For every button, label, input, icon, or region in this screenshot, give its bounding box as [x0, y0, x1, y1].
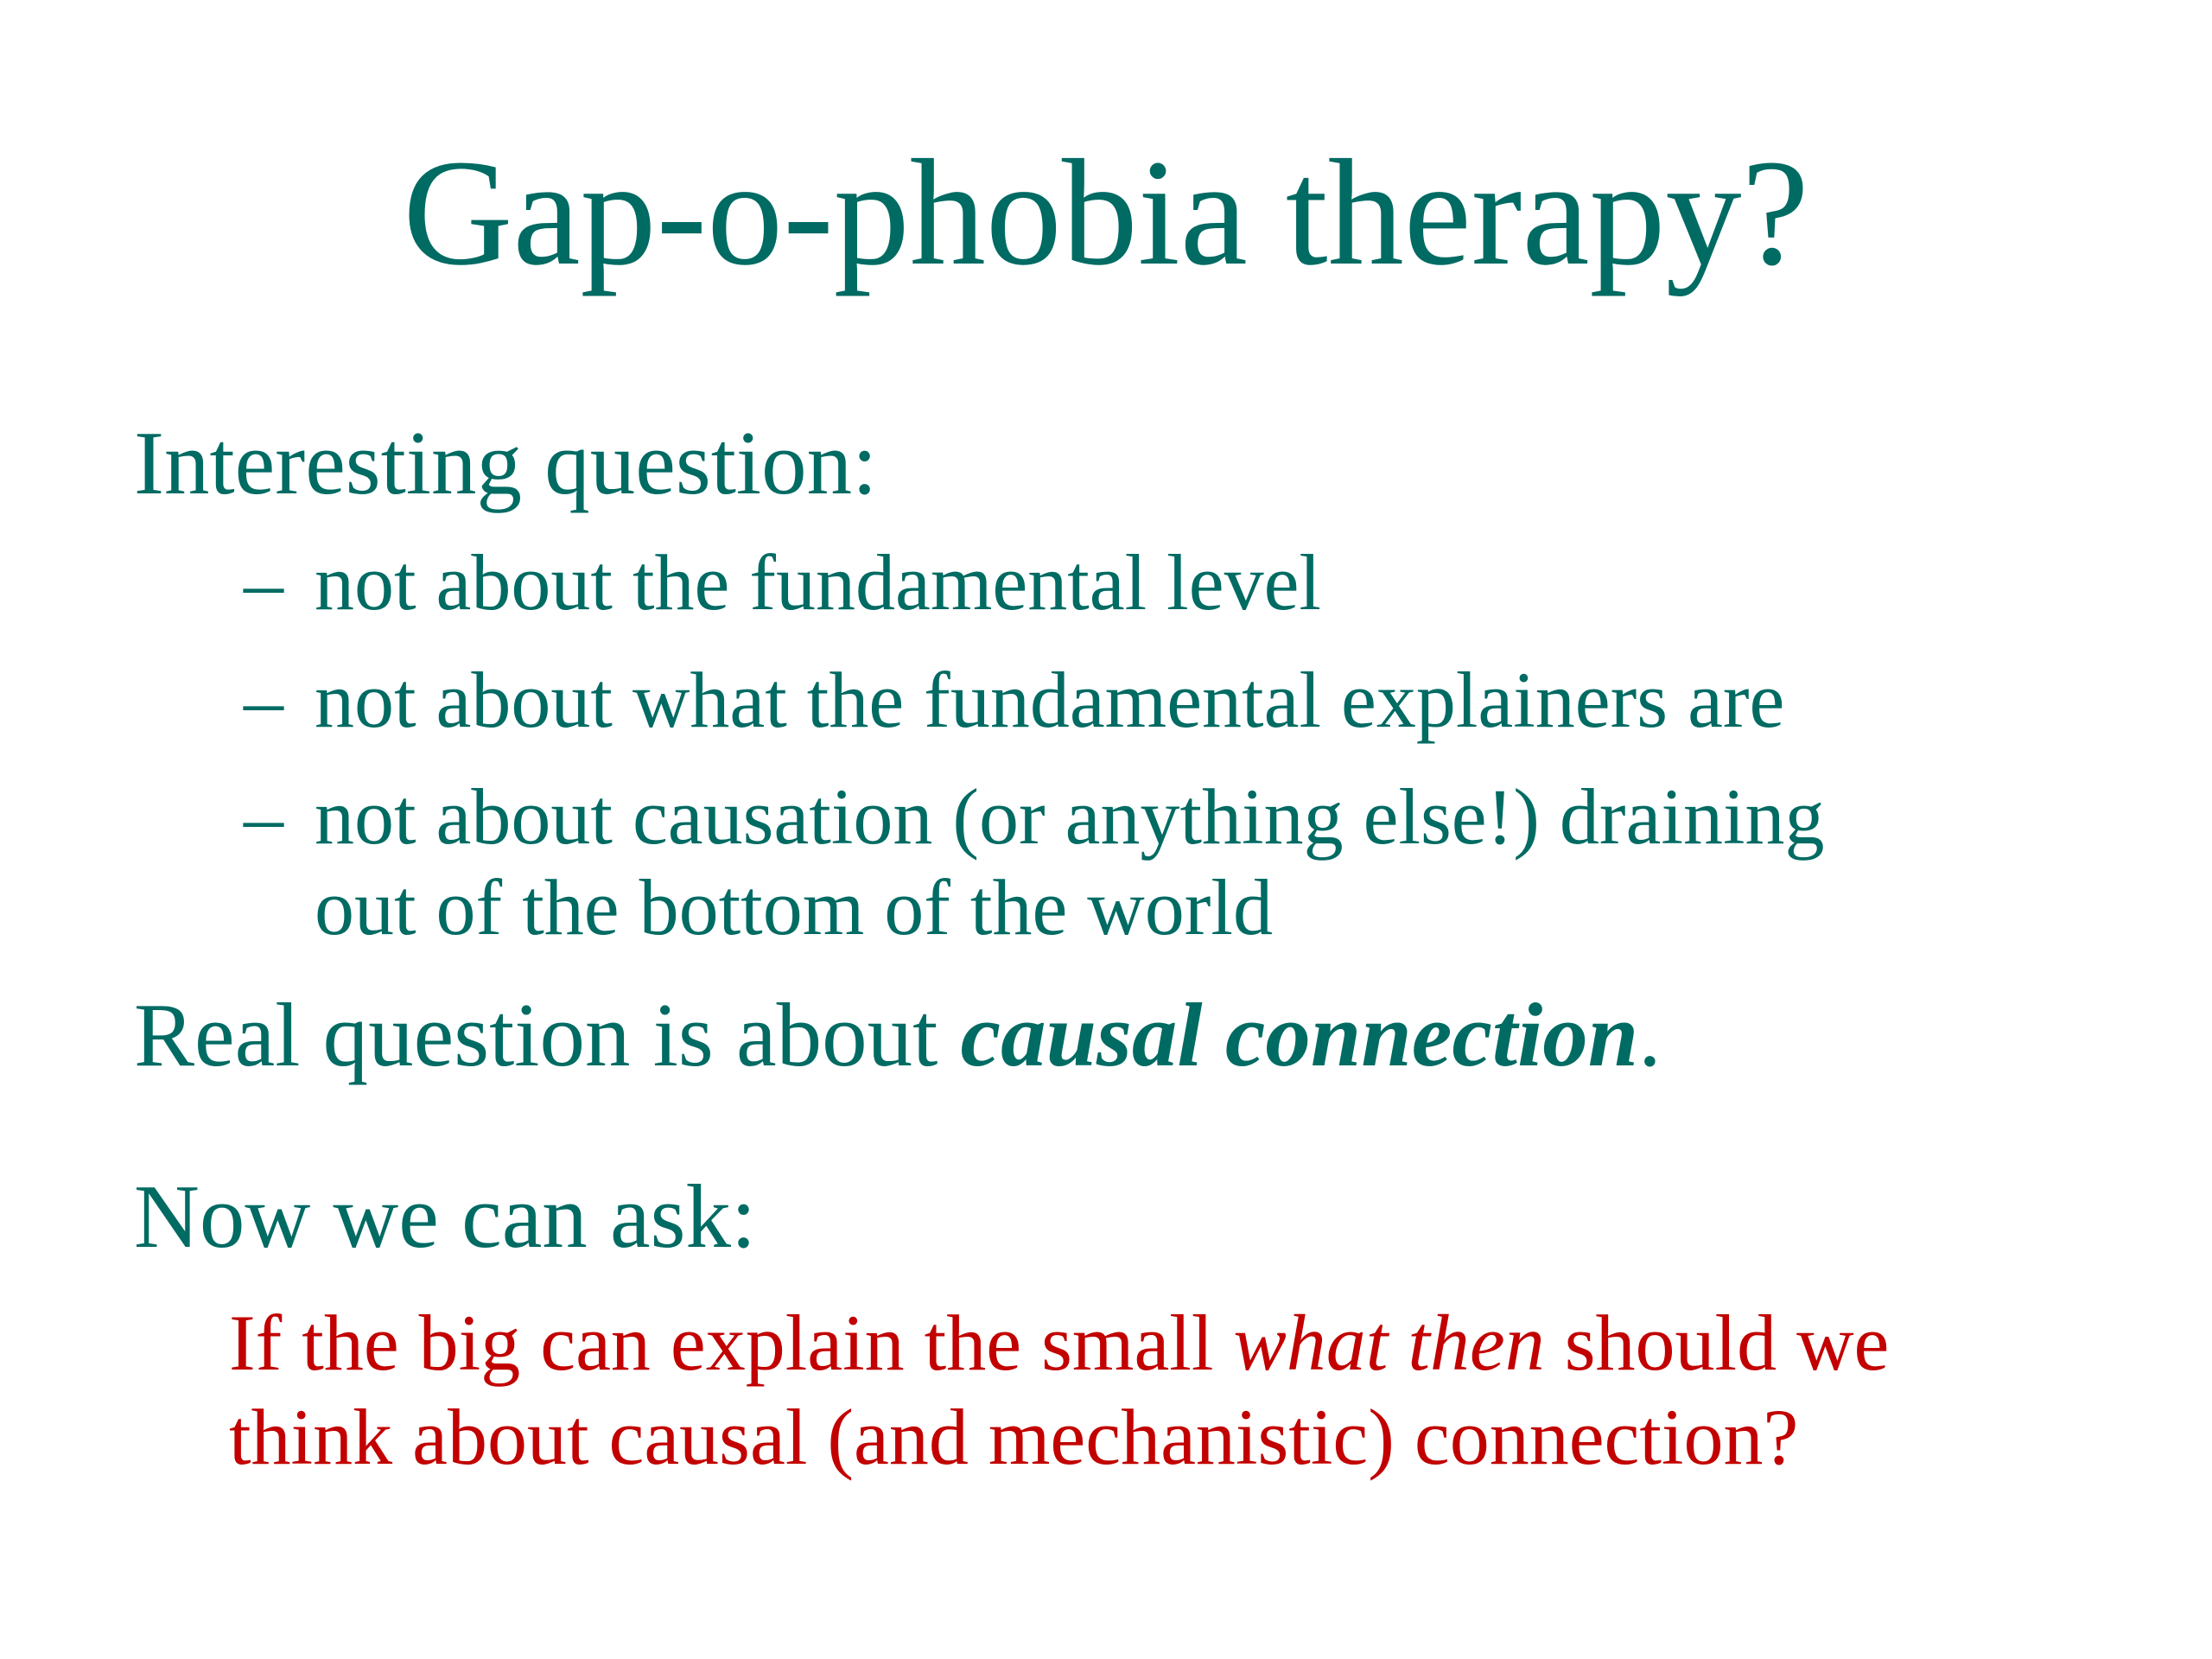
bullet-item	[244, 537, 1321, 628]
bullet-continuation: out of the bottom of the world	[315, 862, 1273, 951]
bullet-text: not about what the fundamental explainers are	[315, 656, 1785, 744]
bullet-item	[244, 772, 1825, 953]
bullet-text: not about the fundamental level	[315, 538, 1321, 626]
red-question	[229, 1296, 1889, 1484]
bullet-dash: –	[244, 538, 283, 626]
question-part2: should we	[1544, 1299, 1890, 1387]
bullet-item	[244, 655, 1784, 746]
bullet-text: not about causation (or anything else!) draining	[315, 772, 1825, 861]
slide-title: Gap-o-phobia therapy?	[403, 129, 1809, 297]
heading-now-we-can-ask: Now we can ask:	[134, 1166, 757, 1267]
bullet-dash: –	[244, 656, 283, 744]
question-italic: what then	[1233, 1299, 1545, 1387]
real-question-suffix: .	[1638, 984, 1662, 1085]
real-question-prefix: Real question is about	[134, 984, 961, 1085]
question-line2: think about causal (and mechanistic) connection?	[229, 1392, 1799, 1481]
heading-interesting-question: Interesting question:	[134, 412, 878, 513]
bullet-dash: –	[244, 772, 283, 861]
real-question-line	[134, 985, 1661, 1085]
question-part1: If the big can explain the small	[229, 1299, 1234, 1387]
real-question-emphasis: causal connection	[960, 984, 1639, 1085]
